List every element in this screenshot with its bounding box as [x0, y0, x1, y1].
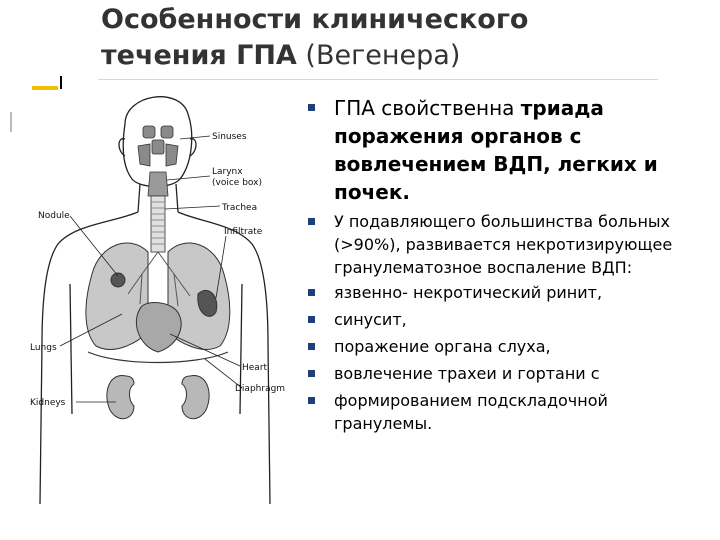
- item-1-plain: ГПА свойственна: [334, 96, 521, 120]
- nodule-spot: [111, 273, 125, 287]
- item-7-text: формированием подскладочной гранулемы.: [334, 391, 608, 433]
- lungs-graphic: [86, 243, 230, 352]
- heart-graphic: [136, 303, 181, 352]
- bullet-square-icon: [308, 218, 315, 225]
- list-item: [306, 335, 706, 358]
- bullet-square-icon: [308, 289, 315, 296]
- sinuses-graphic: [138, 126, 178, 166]
- title-divider: [98, 79, 658, 80]
- list-item: [306, 362, 706, 385]
- armpit-right: [240, 284, 242, 414]
- bullet-square-icon: [308, 397, 315, 404]
- label-diaphragm: Diaphragm: [235, 384, 285, 394]
- label-lungs: Lungs: [30, 343, 57, 353]
- anatomy-illustration: [30, 84, 285, 504]
- label-voice-box: (voice box): [212, 178, 262, 188]
- list-item: [306, 94, 706, 206]
- title-line-2-rest: (Вегенера): [296, 40, 461, 71]
- left-kidney: [107, 375, 134, 418]
- bullet-square-icon: [308, 316, 315, 323]
- item-6-text: вовлечение трахеи и гортани с: [334, 364, 600, 383]
- slide-title: [101, 2, 701, 74]
- larynx-graphic: [148, 172, 168, 196]
- label-infiltrate: Infiltrate: [224, 227, 263, 237]
- list-item: [306, 281, 706, 304]
- item-3-text: язвенно- некротический ринит,: [334, 283, 603, 302]
- bullet-square-icon: [308, 343, 315, 350]
- trachea-graphic: [151, 196, 165, 252]
- label-trachea: Trachea: [222, 203, 258, 213]
- title-line-1-text: Особенности клинического: [101, 4, 529, 35]
- left-edge-mark: [10, 112, 12, 132]
- list-item: [306, 389, 706, 435]
- label-nodule: Nodule: [38, 211, 70, 221]
- list-item: [306, 308, 706, 331]
- label-larynx: Larynx: [212, 167, 243, 177]
- title-line-2: [101, 38, 701, 74]
- title-line-1: [101, 2, 701, 38]
- item-2-text: У подавляющего большинства больных (>90%), развивается некротизирующее гранулематозное воспаление ВДП:: [334, 212, 673, 277]
- item-4-text: синусит,: [334, 310, 407, 329]
- bullet-square-icon: [308, 104, 315, 111]
- label-sinuses: Sinuses: [212, 132, 247, 142]
- list-item: [306, 210, 706, 279]
- right-kidney: [182, 375, 209, 418]
- item-1-bold: триада поражения органов с вовлечением ВДП, легких и почек.: [334, 96, 658, 204]
- bullet-square-icon: [308, 370, 315, 377]
- bullet-list: [306, 94, 706, 439]
- label-kidneys: Kidneys: [30, 398, 66, 408]
- kidneys-graphic: [107, 375, 209, 418]
- item-5-text: поражение органа слуха,: [334, 337, 551, 356]
- anatomy-figure: [30, 84, 285, 504]
- label-heart: Heart: [242, 363, 268, 373]
- armpit-left: [70, 284, 72, 414]
- title-line-2-bold: течения ГПА: [101, 40, 297, 71]
